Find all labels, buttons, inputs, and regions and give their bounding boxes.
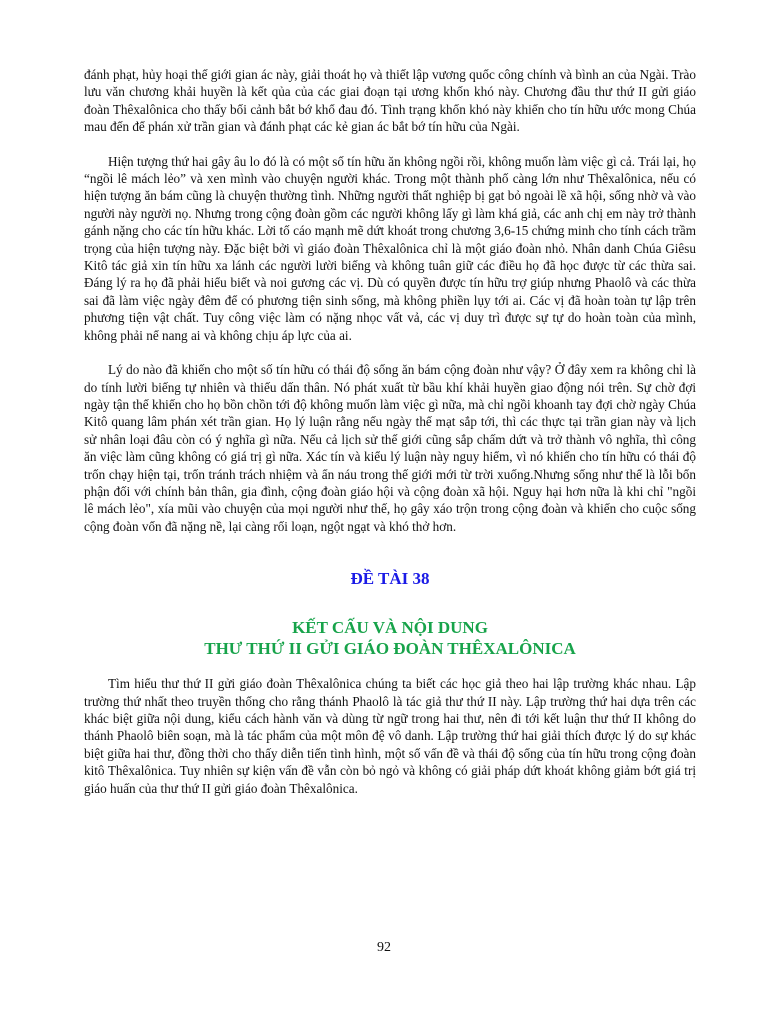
body-paragraph-2: Hiện tượng thứ hai gây âu lo đó là có một số tín hữu ăn không ngồi rồi, không muốn làm việc gì cả. Trái lại, họ “ngồi lê mách lẻo” và xen mình vào chuyện người khác. Trong một thành phố càng lớn như Thêxalônica, nếu có hiện tượng ăn bám cũng là chuyện thường tình. Những người thất nghiệp bị gạt bỏ ngoài lề xã hội, sống nhờ và vào người này người nọ. Nhưng trong cộng đoàn gồm các người không lấy gì làm khá giả, các anh chị em này trở thành gánh nặng cho các tín hữu khác. Lời tố cáo mạnh mẽ dứt khoát trong chương 3,6-15 chứng minh cho tính cách trầm trọng của hiện tượng này. Đặc biệt bởi vì giáo đoàn Thêxalônica chỉ là một giáo đoàn nhỏ. Nhân danh Chúa Giêsu Kitô tác giả xin tín hữu xa lánh các người lười biếng và không tuân giữ các điều họ đã học được từ các thừa sai. Đáng lý ra họ đã phải hiểu biết và noi gương các vị. Dù có quyền được tín hữu trợ giúp nhưng Phaolô và các thừa sai đã làm việc ngày đêm để có phương tiện sinh sống, mà không phiền lụy tới ai. Các vị đã hoàn toàn tự lập trên phương tiện vật chất. Tuy công việc làm có nặng nhọc vất vả, các vị duy trì được sự tự do hoàn toàn của mình, không phải nể nang ai và không chịu áp lực của ai. xyxy=(84,153,696,343)
section-heading-line-1: KẾT CẤU VÀ NỘI DUNG xyxy=(292,618,488,638)
section-heading xyxy=(84,617,696,659)
closing-paragraph: Tìm hiểu thư thứ II gửi giáo đoàn Thêxalônica chúng ta biết các học giả theo hai lập trường khác nhau. Lập trường thứ nhất theo truyền thống cho rằng thánh Phaolô là tác giả thư thứ II này. Lập trường thứ hai dựa trên các khác biệt giữa nội dung, kiểu cách hành văn và dùng từ ngữ trong hai thư, nên đi tới kết luận thư thứ II không do thánh Phaolô biên soạn, mà là tác phẩm của một môn đệ vô danh. Lập trường thứ hai giải thích được lý do sự khác biệt giữa hai thư, đồng thời cho thấy diễn tiến tình hình, một số vấn đề và thái độ sống của tín hữu trong cộng đoàn kitô Thêxalônica. Tuy nhiên sự kiện vấn đề vẫn còn bỏ ngỏ và không có giải pháp dứt khoát không giảm bớt giá trị giáo huấn của thư thứ II gửi giáo đoàn Thêxalônica. xyxy=(84,676,696,796)
section-heading-line-2: THƯ THỨ II GỬI GIÁO ĐOÀN THÊXALÔNICA xyxy=(204,639,576,659)
topic-title: ĐỀ TÀI 38 xyxy=(350,569,430,589)
body-paragraph-3: Lý do nào đã khiến cho một số tín hữu có thái độ sống ăn bám cộng đoàn như vậy? Ở đây xem ra không chỉ là do tính lười biếng tự nhiên và thiếu dấn thân. Nó phát xuất từ bầu khí khải huyền giao động nói trên. Sự chờ đợi ngày tận thế khiến cho họ bồn chồn tới độ không muốn làm việc gì nữa, mà chỉ ngồi khoanh tay đợi chờ ngày Chúa Kitô quang lâm phán xét trần gian. Họ lý luận rằng nếu ngày thế mạt sắp tới, thì các thực tại trần gian này và lịch sử nhân loại đâu còn có ý nghĩa gì nữa. Nếu cả lịch sử thế giới cũng sắp chấm dứt và trở thành vô nghĩa, thì công ăn việc làm cũng không có giá trị gì nữa. Xác tín và kiểu lý luận này nguy hiểm, vì nó khiến cho tín hữu có thái độ trốn chạy hiện tại, trốn tránh trách nhiệm và ẩn náu trong thế giới mới từ trời xuống.Nhưng sống như thế là lỗi bổn phận đối với chính bản thân, gia đình, cộng đoàn giáo hội và cộng đoàn xã hội. Nguy hại hơn nữa là khi chỉ "ngồi lê mách lẻo", xía mũi vào chuyện của mọi người như thế, họ gây xáo trộn trong cộng đoàn và khiến cho cuộc sống cộng đoàn vốn đã nặng nề, lại càng rối loạn, ngột ngạt và khó thở hơn. xyxy=(84,362,696,534)
page-number: 92 xyxy=(377,940,391,955)
document-page xyxy=(84,66,696,797)
body-paragraph-1: đánh phạt, hủy hoại thế giới gian ác này, giải thoát họ và thiết lập vương quốc công chính và bình an của Ngài. Trào lưu văn chương khải huyền là kết qủa của các giai đoạn tại ương khốn khó này. Chương đầu thư thứ II gửi giáo đoàn Thêxalônica cho thấy bối cảnh bắt bớ khổ đau đó. Tình trạng khốn khó này khiến cho tín hữu ước mong Chúa mau đến để phán xử trần gian và đánh phạt các kẻ gian ác bắt bớ tín hữu của Ngài. xyxy=(84,67,696,135)
